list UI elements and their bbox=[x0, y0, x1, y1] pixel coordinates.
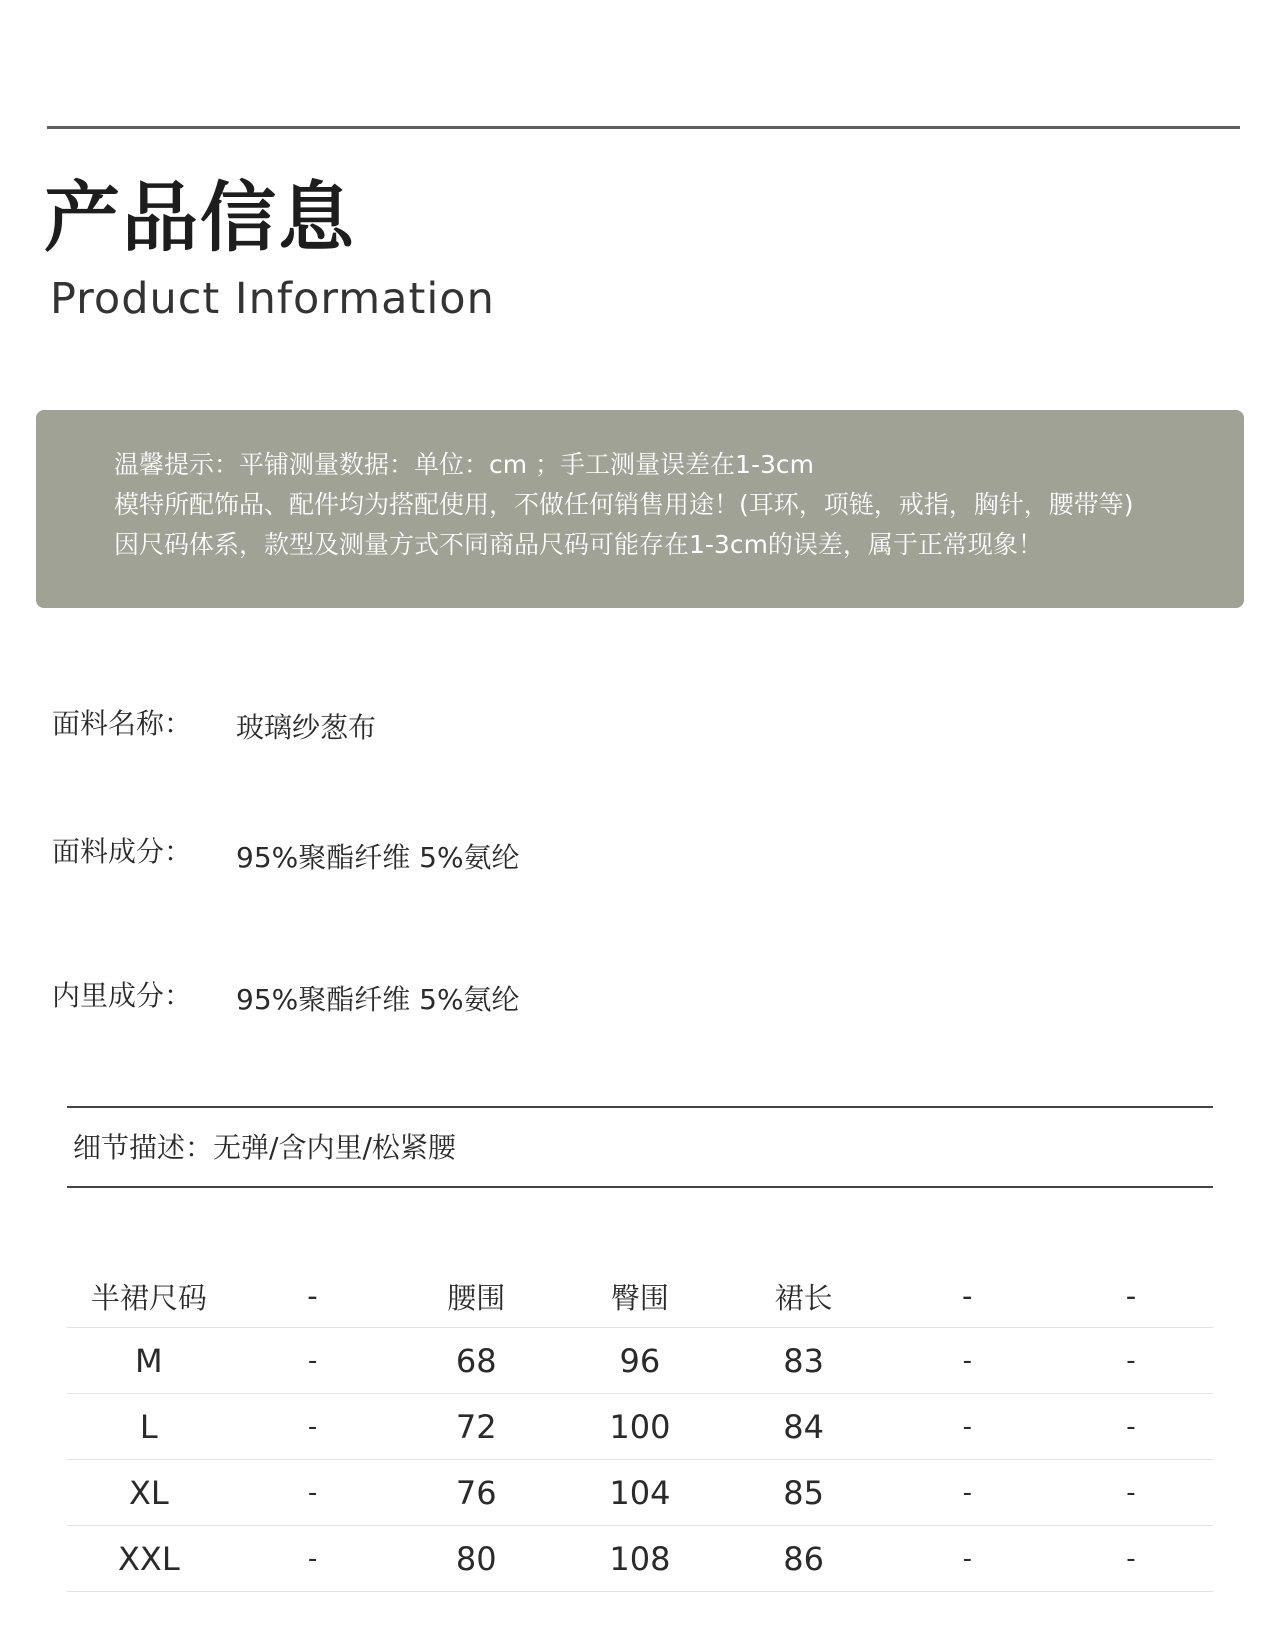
table-cell: - bbox=[962, 1345, 972, 1376]
header-cell: 裙长 bbox=[774, 1280, 833, 1315]
header-cell: - bbox=[962, 1279, 973, 1313]
fabric-name-label: 面料名称： bbox=[52, 707, 193, 740]
table-cell: 108 bbox=[609, 1539, 671, 1578]
table-cell: - bbox=[307, 1411, 318, 1442]
table-cell: XXL bbox=[118, 1539, 180, 1578]
table-cell: - bbox=[1126, 1477, 1136, 1508]
size-table-header bbox=[67, 1265, 1213, 1328]
table-cell: - bbox=[1126, 1411, 1136, 1442]
table-cell: - bbox=[962, 1543, 972, 1574]
table-cell: - bbox=[307, 1543, 318, 1574]
header-cell: 臀围 bbox=[610, 1280, 669, 1315]
page-title: 产品信息 bbox=[44, 173, 356, 262]
table-cell: 100 bbox=[609, 1407, 671, 1446]
table-cell: 96 bbox=[619, 1341, 661, 1380]
table-cell: 85 bbox=[783, 1473, 824, 1512]
table-cell: M bbox=[135, 1341, 163, 1380]
table-cell: 76 bbox=[455, 1473, 497, 1512]
table-row bbox=[67, 1394, 1213, 1460]
notice-line-1: 温馨提示：平铺测量数据：单位：cm ；手工测量误差在1-3cm bbox=[114, 450, 814, 479]
header-cell: 腰围 bbox=[447, 1280, 506, 1315]
fabric-composition-value: 95%聚酯纤维 5%氨纶 bbox=[236, 841, 520, 874]
page-subtitle: Product Information bbox=[50, 274, 495, 324]
table-row bbox=[67, 1460, 1213, 1526]
table-cell: - bbox=[1126, 1543, 1136, 1574]
table-cell: 84 bbox=[783, 1407, 824, 1446]
header-cell: - bbox=[307, 1279, 318, 1313]
table-cell: 72 bbox=[455, 1407, 497, 1446]
header-cell: - bbox=[1125, 1279, 1137, 1313]
notice-line-3: 因尺码体系，款型及测量方式不同商品尺码可能存在1-3cm的误差，属于正常现象！ bbox=[114, 530, 1043, 559]
size-table bbox=[67, 1265, 1213, 1592]
header-cell: 半裙尺码 bbox=[90, 1280, 207, 1315]
table-cell: 86 bbox=[783, 1539, 824, 1578]
table-cell: 104 bbox=[609, 1473, 671, 1512]
table-cell: - bbox=[307, 1345, 318, 1376]
table-cell: - bbox=[962, 1411, 972, 1442]
lining-composition-label: 内里成分： bbox=[52, 979, 193, 1012]
table-cell: 83 bbox=[783, 1341, 824, 1380]
table-row bbox=[67, 1328, 1213, 1394]
table-cell: L bbox=[139, 1407, 158, 1446]
fabric-name-value: 玻璃纱葱布 bbox=[236, 711, 377, 744]
notice-box bbox=[36, 410, 1244, 608]
table-cell: 80 bbox=[455, 1539, 497, 1578]
table-cell: - bbox=[1126, 1345, 1136, 1376]
detail-top-divider bbox=[67, 1106, 1213, 1108]
top-divider bbox=[47, 126, 1240, 129]
detail-bottom-divider bbox=[67, 1186, 1213, 1188]
table-cell: XL bbox=[128, 1473, 169, 1512]
detail-value: 无弹/含内里/松紧腰 bbox=[213, 1131, 456, 1164]
notice-line-2: 模特所配饰品、配件均为搭配使用，不做任何销售用途！(耳环，项链，戒指，胸针，腰带等) bbox=[114, 490, 1134, 519]
table-cell: 68 bbox=[455, 1341, 497, 1380]
lining-composition-value: 95%聚酯纤维 5%氨纶 bbox=[236, 983, 520, 1016]
table-cell: - bbox=[962, 1477, 972, 1508]
table-cell: - bbox=[307, 1477, 318, 1508]
table-row bbox=[67, 1526, 1213, 1592]
detail-label: 细节描述： bbox=[73, 1131, 214, 1164]
fabric-composition-label: 面料成分： bbox=[52, 835, 193, 868]
detail-description bbox=[73, 1130, 456, 1166]
